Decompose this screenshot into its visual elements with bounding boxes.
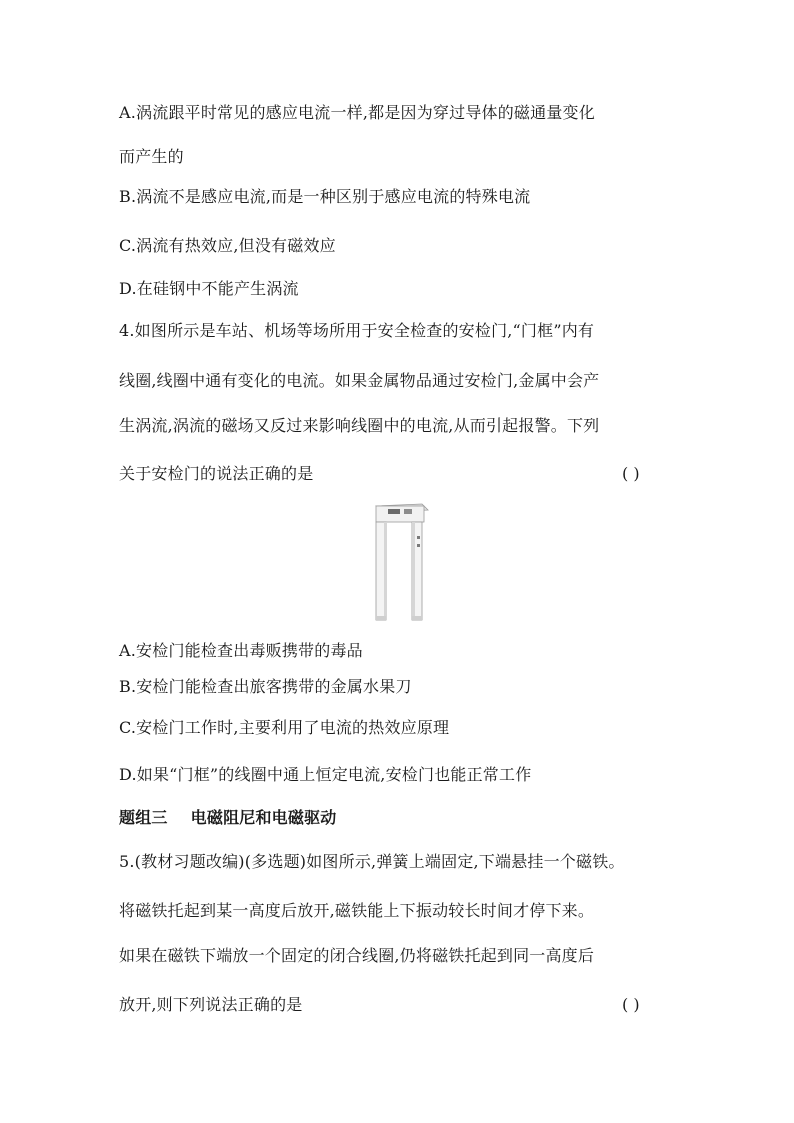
q3-option-c: C.涡流有热效应,但没有磁效应 <box>119 236 336 255</box>
q4-option-d: D.如果“门框”的线圈中通上恒定电流,安检门也能正常工作 <box>119 765 532 784</box>
q4-option-a: A.安检门能检查出毒贩携带的毒品 <box>119 641 363 660</box>
q5-stem-line4: 放开,则下列说法正确的是 <box>119 995 303 1014</box>
q3-option-a-line2: 而产生的 <box>119 147 184 166</box>
q5-stem-line1: 5.(教材习题改编)(多选题)如图所示,弹簧上端固定,下端悬挂一个磁铁。 <box>119 852 625 871</box>
q5-stem-line2: 将磁铁托起到某一高度后放开,磁铁能上下振动较长时间才停下来。 <box>119 901 595 920</box>
security-gate-figure <box>370 500 430 622</box>
q4-stem-line4: 关于安检门的说法正确的是 <box>119 464 314 483</box>
q4-stem-line3: 生涡流,涡流的磁场又反过来影响线圈中的电流,从而引起报警。下列 <box>119 416 600 435</box>
q3-option-b: B.涡流不是感应电流,而是一种区别于感应电流的特殊电流 <box>119 187 531 206</box>
security-gate-icon <box>370 500 430 622</box>
q3-option-d: D.在硅钢中不能产生涡流 <box>119 279 299 298</box>
q5-stem-line3: 如果在磁铁下端放一个固定的闭合线圈,仍将磁铁托起到同一高度后 <box>119 946 595 965</box>
q4-option-c: C.安检门工作时,主要利用了电流的热效应原理 <box>119 718 450 737</box>
q3-option-a-line1: A.涡流跟平时常见的感应电流一样,都是因为穿过导体的磁通量变化 <box>119 103 595 122</box>
q4-option-b: B.安检门能检查出旅客携带的金属水果刀 <box>119 677 412 696</box>
q5-answer-paren: ( ) <box>622 995 640 1014</box>
section-heading: 题组三 电磁阻尼和电磁驱动 <box>119 808 337 827</box>
q4-stem-line2: 线圈,线圈中通有变化的电流。如果金属物品通过安检门,金属中会产 <box>119 371 600 390</box>
q4-answer-paren: ( ) <box>622 464 640 483</box>
q4-stem-line1: 4.如图所示是车站、机场等场所用于安全检查的安检门,“门框”内有 <box>119 321 595 340</box>
